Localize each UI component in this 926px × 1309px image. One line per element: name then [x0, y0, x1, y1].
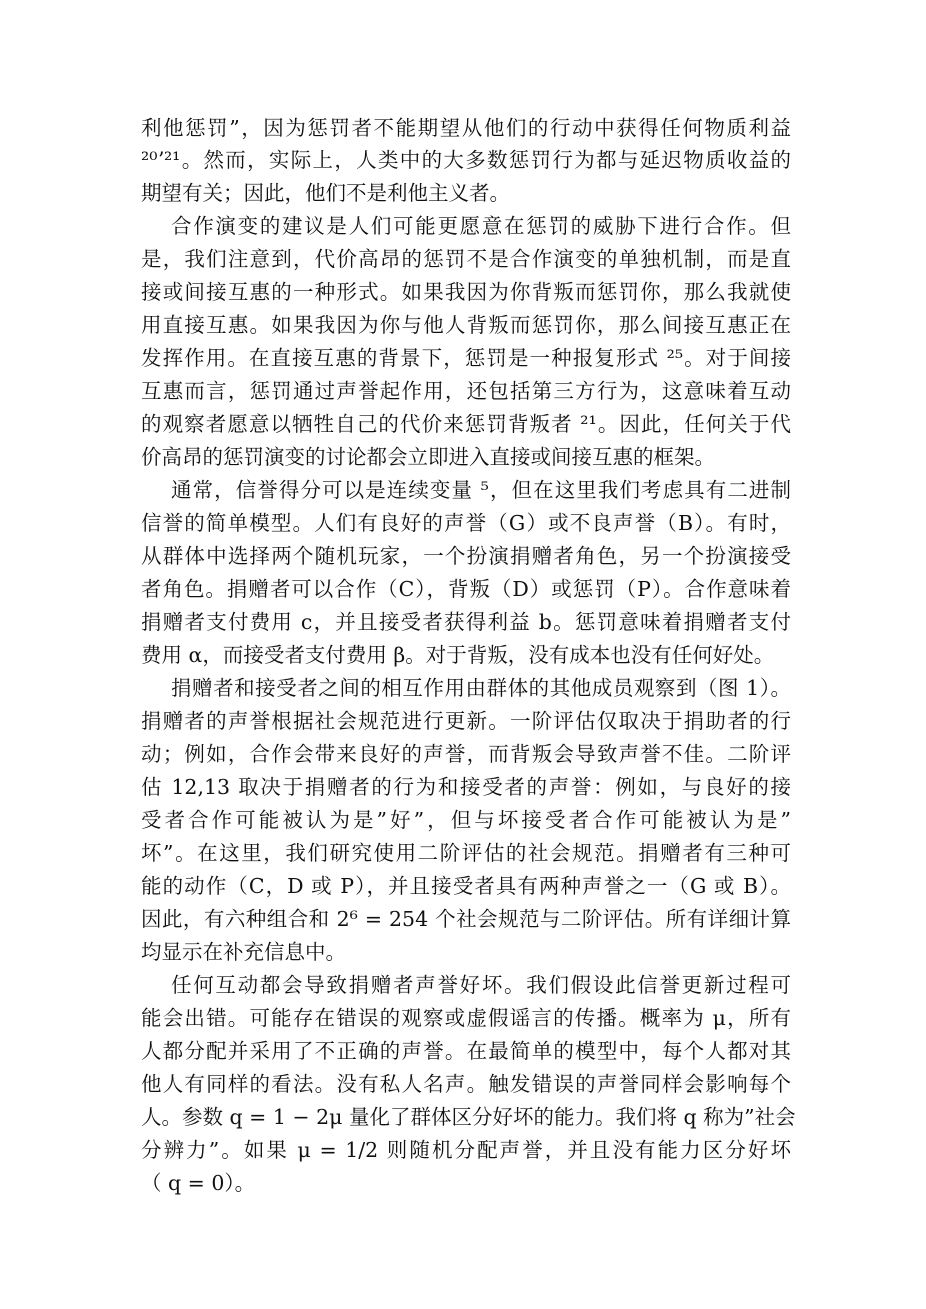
text-line: 的观察者愿意以牺牲自己的代价来惩罚背叛者 ²¹。因此，任何关于代 — [141, 412, 791, 436]
text-line: 价高昂的惩罚演变的讨论都会立即进入直接或间接互惠的框架。 — [141, 445, 715, 469]
text-line: 费用 α，而接受者支付费用 β。对于背叛，没有成本也没有任何好处。 — [141, 643, 775, 667]
text-line: 任何互动都会导致捐赠者声誉好坏。我们假设此信誉更新过程可 — [171, 973, 791, 997]
text-line: 能会出错。可能存在错误的观察或虚假谣言的传播。概率为 μ，所有 — [141, 1006, 791, 1030]
text-line: 因此，有六种组合和 2⁶ = 254 个社会规范与二阶评估。所有详细计算 — [141, 907, 791, 931]
text-line: 捐赠者支付费用 c，并且接受者获得利益 b。惩罚意味着捐赠者支付 — [141, 610, 791, 634]
text-line: 利他惩罚”，因为惩罚者不能期望从他们的行动中获得任何物质利益 — [141, 116, 791, 140]
text-line: 均显示在补充信息中。 — [141, 940, 346, 964]
text-line: 发挥作用。在直接互惠的背景下，惩罚是一种报复形式 ²⁵。对于间接 — [141, 346, 791, 370]
text-line: 用直接互惠。如果我因为你与他人背叛而惩罚你，那么间接互惠正在 — [141, 313, 791, 337]
text-line: 合作演变的建议是人们可能更愿意在惩罚的威胁下进行合作。但 — [171, 214, 791, 238]
text-line: 期望有关；因此，他们不是利他主义者。 — [141, 181, 510, 205]
text-line: 坏”。在这里，我们研究使用二阶评估的社会规范。捐赠者有三种可 — [141, 841, 791, 865]
text-line: 受者合作可能被认为是”好”，但与坏接受者合作可能被认为是” — [141, 808, 791, 832]
text-line: 动；例如，合作会带来良好的声誉，而背叛会导致声誉不佳。二阶评 — [141, 742, 791, 766]
text-line: 捐赠者的声誉根据社会规范进行更新。一阶评估仅取决于捐助者的行 — [141, 709, 791, 733]
text-line: 捐赠者和接受者之间的相互作用由群体的其他成员观察到（图 1）。 — [171, 676, 791, 700]
text-line: 分辨力”。如果 μ = 1/2 则随机分配声誉，并且没有能力区分好坏 — [141, 1138, 791, 1162]
text-line: （ q = 0）。 — [141, 1171, 256, 1195]
text-line: 通常，信誉得分可以是连续变量 ⁵，但在这里我们考虑具有二进制 — [171, 478, 791, 502]
text-line: 是，我们注意到，代价高昂的惩罚不是合作演变的单独机制，而是直 — [141, 247, 791, 271]
text-line: 人。参数 q = 1 − 2μ 量化了群体区分好坏的能力。我们将 q 称为”社会 — [141, 1105, 796, 1129]
text-line: 接或间接互惠的一种形式。如果我因为你背叛而惩罚你，那么我就使 — [141, 280, 791, 304]
text-line: 估 12,13 取决于捐赠者的行为和接受者的声誉：例如，与良好的接 — [141, 775, 791, 799]
text-line: 从群体中选择两个随机玩家，一个扮演捐赠者角色，另一个扮演接受 — [141, 544, 791, 568]
text-line: 人都分配并采用了不正确的声誉。在最简单的模型中，每个人都对其 — [141, 1039, 791, 1063]
text-line: 他人有同样的看法。没有私人名声。触发错误的声誉同样会影响每个 — [141, 1072, 791, 1096]
text-line: 信誉的简单模型。人们有良好的声誉（G）或不良声誉（B）。有时， — [141, 511, 791, 535]
text-line: 者角色。捐赠者可以合作（C），背叛（D）或惩罚（P）。合作意味着 — [141, 577, 791, 601]
text-line: 能的动作（C，D 或 P），并且接受者具有两种声誉之一（G 或 B）。 — [141, 874, 791, 898]
text-line: 互惠而言，惩罚通过声誉起作用，还包括第三方行为，这意味着互动 — [141, 379, 791, 403]
text-line: ²⁰ʼ²¹。然而，实际上，人类中的大多数惩罚行为都与延迟物质收益的 — [141, 148, 791, 172]
